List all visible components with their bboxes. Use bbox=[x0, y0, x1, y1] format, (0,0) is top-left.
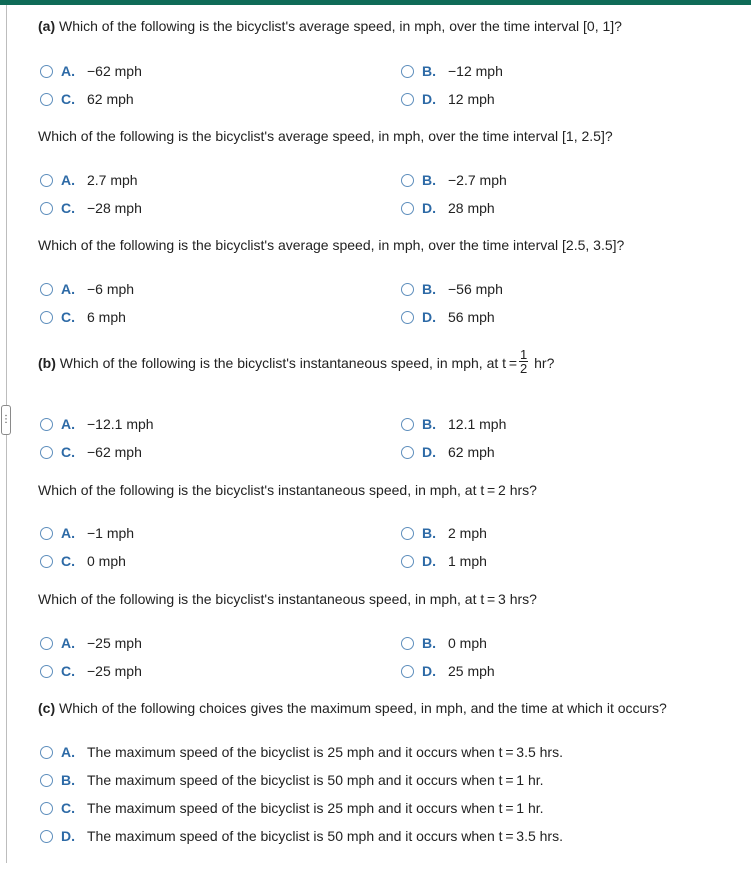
radio-button[interactable] bbox=[401, 446, 414, 459]
radio-button[interactable] bbox=[40, 283, 53, 296]
radio-button[interactable] bbox=[40, 65, 53, 78]
fraction: $\frac{1}{2}$ bbox=[520, 347, 528, 376]
radio-button[interactable] bbox=[40, 746, 53, 759]
radio-button[interactable] bbox=[40, 555, 53, 568]
radio-button[interactable] bbox=[40, 311, 53, 324]
radio-button[interactable] bbox=[401, 665, 414, 678]
panel-resize-handle[interactable]: ⋮ bbox=[1, 405, 11, 435]
radio-button[interactable] bbox=[401, 418, 414, 431]
radio-button[interactable] bbox=[40, 830, 53, 843]
radio-button[interactable] bbox=[401, 311, 414, 324]
radio-button[interactable] bbox=[40, 774, 53, 787]
option-b2-B[interactable]: B. 2 mph bbox=[401, 525, 487, 541]
radio-button[interactable] bbox=[401, 527, 414, 540]
question-b1: (b) Which of the following is the bicyclist's instantaneous speed, in mph, at t = $\frac{1}{2}$ hr? bbox=[38, 347, 555, 376]
option-a3-B[interactable]: B. −56 mph bbox=[401, 281, 503, 297]
question-a2: Which of the following is the bicyclist's average speed, in mph, over the time interval [1, 2.5]? bbox=[38, 128, 613, 144]
radio-button[interactable] bbox=[40, 446, 53, 459]
radio-button[interactable] bbox=[40, 802, 53, 815]
radio-button[interactable] bbox=[40, 527, 53, 540]
radio-button[interactable] bbox=[40, 93, 53, 106]
question-b2: Which of the following is the bicyclist's instantaneous speed, in mph, at t = 2 hrs? bbox=[38, 482, 537, 498]
option-c-B[interactable]: B. The maximum speed of the bicyclist is 50 mph and it occurs when t = 1 hr. bbox=[40, 772, 544, 788]
radio-button[interactable] bbox=[40, 174, 53, 187]
option-a2-B[interactable]: B. −2.7 mph bbox=[401, 172, 507, 188]
option-c-A[interactable]: A. The maximum speed of the bicyclist is 25 mph and it occurs when t = 3.5 hrs. bbox=[40, 744, 563, 760]
radio-button[interactable] bbox=[401, 637, 414, 650]
question-a3: Which of the following is the bicyclist's average speed, in mph, over the time interval [2.5, 3.5]? bbox=[38, 237, 625, 253]
option-b2-D[interactable]: D. 1 mph bbox=[401, 553, 487, 569]
option-b1-B[interactable]: B. 12.1 mph bbox=[401, 416, 506, 432]
radio-button[interactable] bbox=[401, 555, 414, 568]
option-a2-C[interactable]: C. −28 mph bbox=[40, 200, 142, 216]
option-a1-C[interactable]: C. 62 mph bbox=[40, 91, 134, 107]
top-accent-bar bbox=[0, 0, 751, 5]
radio-button[interactable] bbox=[40, 665, 53, 678]
radio-button[interactable] bbox=[40, 418, 53, 431]
radio-button[interactable] bbox=[40, 637, 53, 650]
option-b3-D[interactable]: D. 25 mph bbox=[401, 663, 495, 679]
radio-button[interactable] bbox=[401, 65, 414, 78]
question-c: (c) Which of the following choices gives the maximum speed, in mph, and the time at which it occurs? bbox=[38, 700, 667, 716]
option-b1-A[interactable]: A. −12.1 mph bbox=[40, 416, 154, 432]
option-b2-C[interactable]: C. 0 mph bbox=[40, 553, 126, 569]
option-a1-B[interactable]: B. −12 mph bbox=[401, 63, 503, 79]
option-b3-C[interactable]: C. −25 mph bbox=[40, 663, 142, 679]
radio-button[interactable] bbox=[40, 202, 53, 215]
radio-button[interactable] bbox=[401, 93, 414, 106]
option-b1-D[interactable]: D. 62 mph bbox=[401, 444, 495, 460]
question-b3: Which of the following is the bicyclist's instantaneous speed, in mph, at t = 3 hrs? bbox=[38, 591, 537, 607]
option-a2-D[interactable]: D. 28 mph bbox=[401, 200, 495, 216]
option-a3-C[interactable]: C. 6 mph bbox=[40, 309, 126, 325]
option-b2-A[interactable]: A. −1 mph bbox=[40, 525, 134, 541]
option-a3-A[interactable]: A. −6 mph bbox=[40, 281, 134, 297]
option-a3-D[interactable]: D. 56 mph bbox=[401, 309, 495, 325]
option-c-D[interactable]: D. The maximum speed of the bicyclist is 50 mph and it occurs when t = 3.5 hrs. bbox=[40, 828, 563, 844]
radio-button[interactable] bbox=[401, 174, 414, 187]
option-a1-A[interactable]: A. −62 mph bbox=[40, 63, 142, 79]
option-c-C[interactable]: C. The maximum speed of the bicyclist is 25 mph and it occurs when t = 1 hr. bbox=[40, 800, 544, 816]
option-a1-D[interactable]: D. 12 mph bbox=[401, 91, 495, 107]
radio-button[interactable] bbox=[401, 283, 414, 296]
option-b3-B[interactable]: B. 0 mph bbox=[401, 635, 487, 651]
option-a2-A[interactable]: A. 2.7 mph bbox=[40, 172, 138, 188]
option-b3-A[interactable]: A. −25 mph bbox=[40, 635, 142, 651]
option-b1-C[interactable]: C. −62 mph bbox=[40, 444, 142, 460]
question-a1: (a) Which of the following is the bicyclist's average speed, in mph, over the time interval [0, 1]? bbox=[38, 18, 622, 34]
radio-button[interactable] bbox=[401, 202, 414, 215]
